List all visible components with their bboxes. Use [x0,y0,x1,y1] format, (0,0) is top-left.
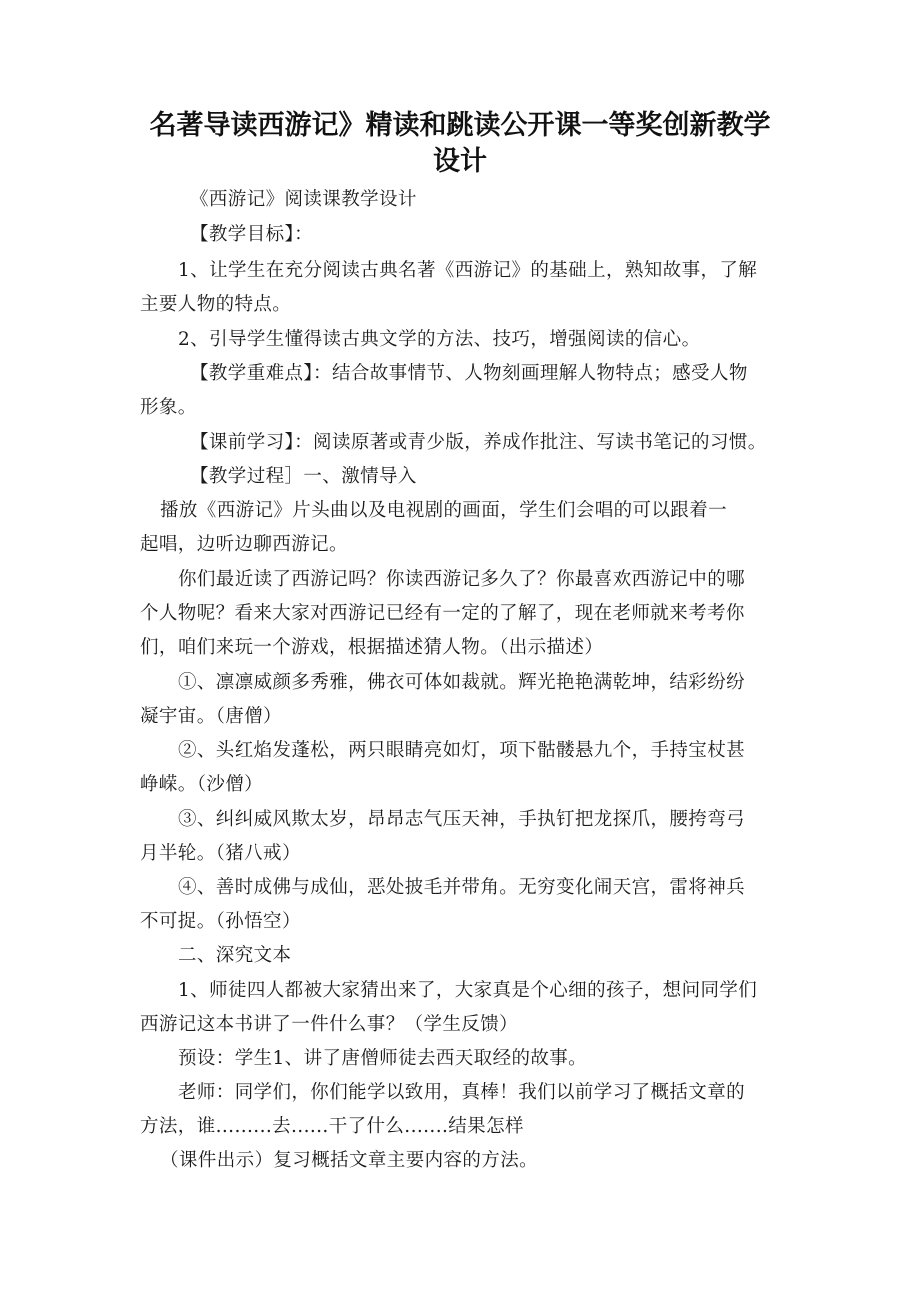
paragraph-line: 起唱，边听边聊西游记。 [140,534,348,555]
heading-pre-study: 【课前学习】：阅读原著或青少版，养成作批注、写读书笔记的习惯。 [190,432,767,453]
paragraph-line: 不可捉。（孙悟空） [140,911,301,932]
paragraph-line: 播放《西游记》片头曲以及电视剧的画面，学生们会唱的可以跟着一 [160,500,728,521]
paragraph-line: 2、引导学生懂得读古典文学的方法、技巧，增强阅读的信心。 [178,329,701,350]
section-heading: 二、深究文本 [178,945,292,966]
heading-process: 【教学过程］一、激情导入 [190,466,417,487]
paragraph-line: 个人物呢？看来大家对西游记已经有一定的了解了，现在老师就来考考你 [140,603,745,624]
title-line-1: 名著导读西游记》精读和跳读公开课一等奖创新教学 [149,110,771,141]
title-line-2: 设计 [433,146,487,177]
paragraph-line: 们，咱们来玩一个游戏，根据描述猜人物。（出示描述） [140,637,604,658]
paragraph-line: ②、头红焰发蓬松，两只眼睛亮如灯，项下骷髅悬九个，手持宝杖甚 [178,740,746,761]
paragraph-line: 西游记这本书讲了一件什么事？（学生反馈） [140,1014,519,1035]
subtitle: 《西游记》阅读课教学设计 [190,189,417,210]
paragraph-line: 峥嵘。（沙僧） [140,774,264,795]
paragraph-line: （课件出示）复习概括文章主要内容的方法。 [160,1150,539,1171]
paragraph-line: 主要人物的特点。 [140,294,292,315]
paragraph-line: 月半轮。（猪八戒） [140,843,301,864]
paragraph-line: ①、凛凛威颜多秀雅，佛衣可体如裁就。辉光艳艳满乾坤，结彩纷纷 [178,672,746,693]
heading-key-points: 【教学重难点】：结合故事情节、人物刻画理解人物特点；感受人物 [190,363,748,384]
paragraph-line: 预设：学生1、讲了唐僧师徒去西天取经的故事。 [178,1048,588,1069]
paragraph-line: ③、纠纠威风欺太岁，昂昂志气压天神，手执钉把龙探爪，腰挎弯弓 [178,809,746,830]
paragraph-line: 方法，谁.........去......干了什么.......结果怎样 [140,1116,524,1137]
paragraph-line: 凝宇宙。（唐僧） [140,706,282,727]
paragraph-line: 形象。 [140,397,197,418]
paragraph-line: 老师：同学们，你们能学以致用，真棒！我们以前学习了概括文章的 [178,1082,746,1103]
paragraph-line: 1、让学生在充分阅读古典名著《西游记》的基础上，熟知故事，了解 [178,260,758,281]
paragraph-line: ④、善时成佛与成仙，恶处披毛并带角。无穷变化闹天宫，雷将神兵 [178,877,746,898]
paragraph-line: 你们最近读了西游记吗？你读西游记多久了？你最喜欢西游记中的哪 [178,569,746,590]
document-title [120,108,800,180]
paragraph-line: 1、师徒四人都被大家猜出来了，大家真是个心细的孩子，想问同学们 [178,980,758,1001]
heading-objectives: 【教学目标】： [190,224,314,245]
